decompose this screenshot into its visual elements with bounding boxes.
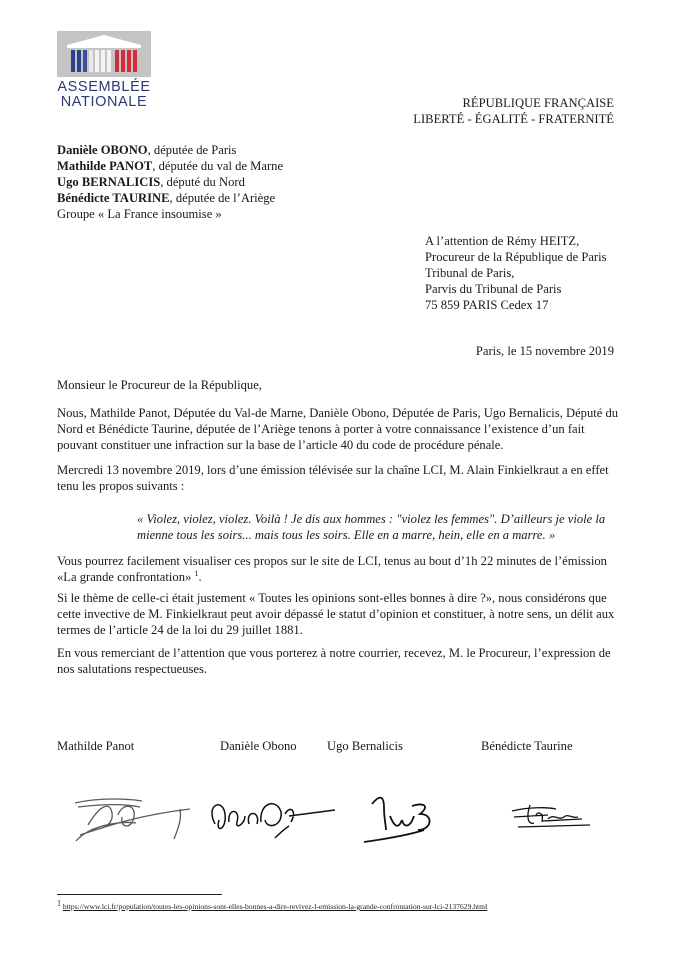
salutation: Monsieur le Procureur de la République, [57, 378, 262, 392]
paragraph-intro: Nous, Mathilde Panot, Députée du Val-de Marne, Danièle Obono, Députée de Paris, Ugo Bernalicis, Député du Nord et Bénédicte Taurine, députée de l’Ariège tenons à porter à votre connaissance l’existence d’un fait pouvant constituer une infraction sur la base de l’article 40 du code de procédure pénale. [57, 406, 619, 452]
paragraph-closing: En vous remerciant de l’attention que vous porterez à notre courrier, recevez, M. le Procureur, l’expression de nos salutations respectueuses. [57, 646, 611, 676]
logo-text-line-1: ASSEMBLÉE [57, 79, 151, 95]
recipient-line: A l’attention de Rémy HEITZ, [425, 234, 580, 248]
paragraph-facts: Mercredi 13 novembre 2019, lors d’une émission télévisée sur la chaîne LCI, M. Alain Finkielkraut a en effet tenu les propos suivants : [57, 463, 609, 493]
footnote-separator [57, 894, 222, 895]
signature-taurine [508, 797, 598, 837]
sender-role: , députée de l’Ariège [169, 191, 276, 205]
signatory-name: Ugo Bernalicis [327, 739, 403, 753]
signatory-name: Danièle Obono [220, 739, 297, 753]
sender-role: , député du Nord [160, 175, 245, 189]
signature-panot [70, 795, 200, 845]
recipient-block [425, 233, 607, 313]
letter-date: Paris, le 15 novembre 2019 [475, 344, 614, 358]
logo-text-line-2: NATIONALE [60, 94, 148, 110]
sender-line [57, 190, 283, 206]
recipient-line: Procureur de la République de Paris [425, 250, 607, 264]
recipient-line: 75 859 PARIS Cedex 17 [425, 298, 549, 312]
sender-line [57, 142, 283, 158]
footnote [57, 898, 488, 912]
sender-line [57, 174, 283, 190]
footnote-link[interactable]: https://www.lci.fr/population/toutes-les-opinions-sont-elles-bonnes-a-dire-revivez-l-emission-la-grande-confrontation-sur-lci-2137629.html [62, 902, 488, 911]
sender-role: , députée du val de Marne [152, 159, 284, 173]
paragraph-source-end: . [198, 570, 202, 584]
assemblee-nationale-logo [57, 31, 151, 110]
paragraph-qualification: Si le thème de celle-ci était justement « Toutes les opinions sont-elles bonnes à dire ?», nous considérons que cette invective de M. Finkielkraut peut avoir dépassé le statut d’opinion et constituer, à notre sens, un délit aux termes de l’article 24 de la loi du 29 juillet 1881. [57, 591, 615, 637]
senders-block [57, 142, 283, 222]
republic-title: RÉPUBLIQUE FRANÇAISE [462, 96, 614, 110]
signatory-name: Bénédicte Taurine [481, 739, 573, 753]
signatory-name: Mathilde Panot [57, 739, 135, 753]
republic-header [413, 95, 614, 127]
sender-name: Bénédicte TAURINE [57, 191, 170, 205]
footnote-ref[interactable]: 1 [194, 568, 199, 578]
assemblee-building-icon [57, 31, 151, 77]
sender-role: , députée de Paris [147, 143, 237, 157]
signature-bernalicis [362, 790, 442, 845]
sender-name: Ugo BERNALICIS [57, 175, 161, 189]
sender-group: Groupe « La France insoumise » [57, 207, 222, 221]
republic-motto: LIBERTÉ - ÉGALITÉ - FRATERNITÉ [413, 112, 614, 126]
sender-name: Danièle OBONO [57, 143, 148, 157]
recipient-line: Tribunal de Paris, [425, 266, 515, 280]
signatories [57, 738, 622, 754]
paragraph-source-text: Vous pourrez facilement visualiser ces propos sur le site de LCI, tenus au bout d’1h 22 minutes de l’émission «La grande confrontation» [57, 554, 607, 584]
quotation: « Violez, violez, violez. Voilà ! Je dis aux hommes : "violez les femmes". D’ailleurs je viole la mienne tous les soirs... mais tous les soirs. Elle en a marre, hein, elle en a marre. » [137, 512, 606, 542]
signature-obono [205, 794, 335, 844]
recipient-line: Parvis du Tribunal de Paris [425, 282, 562, 296]
sender-line [57, 158, 283, 174]
sender-name: Mathilde PANOT [57, 159, 153, 173]
footnote-number: 1 [57, 898, 61, 908]
paragraph-source [57, 553, 622, 585]
